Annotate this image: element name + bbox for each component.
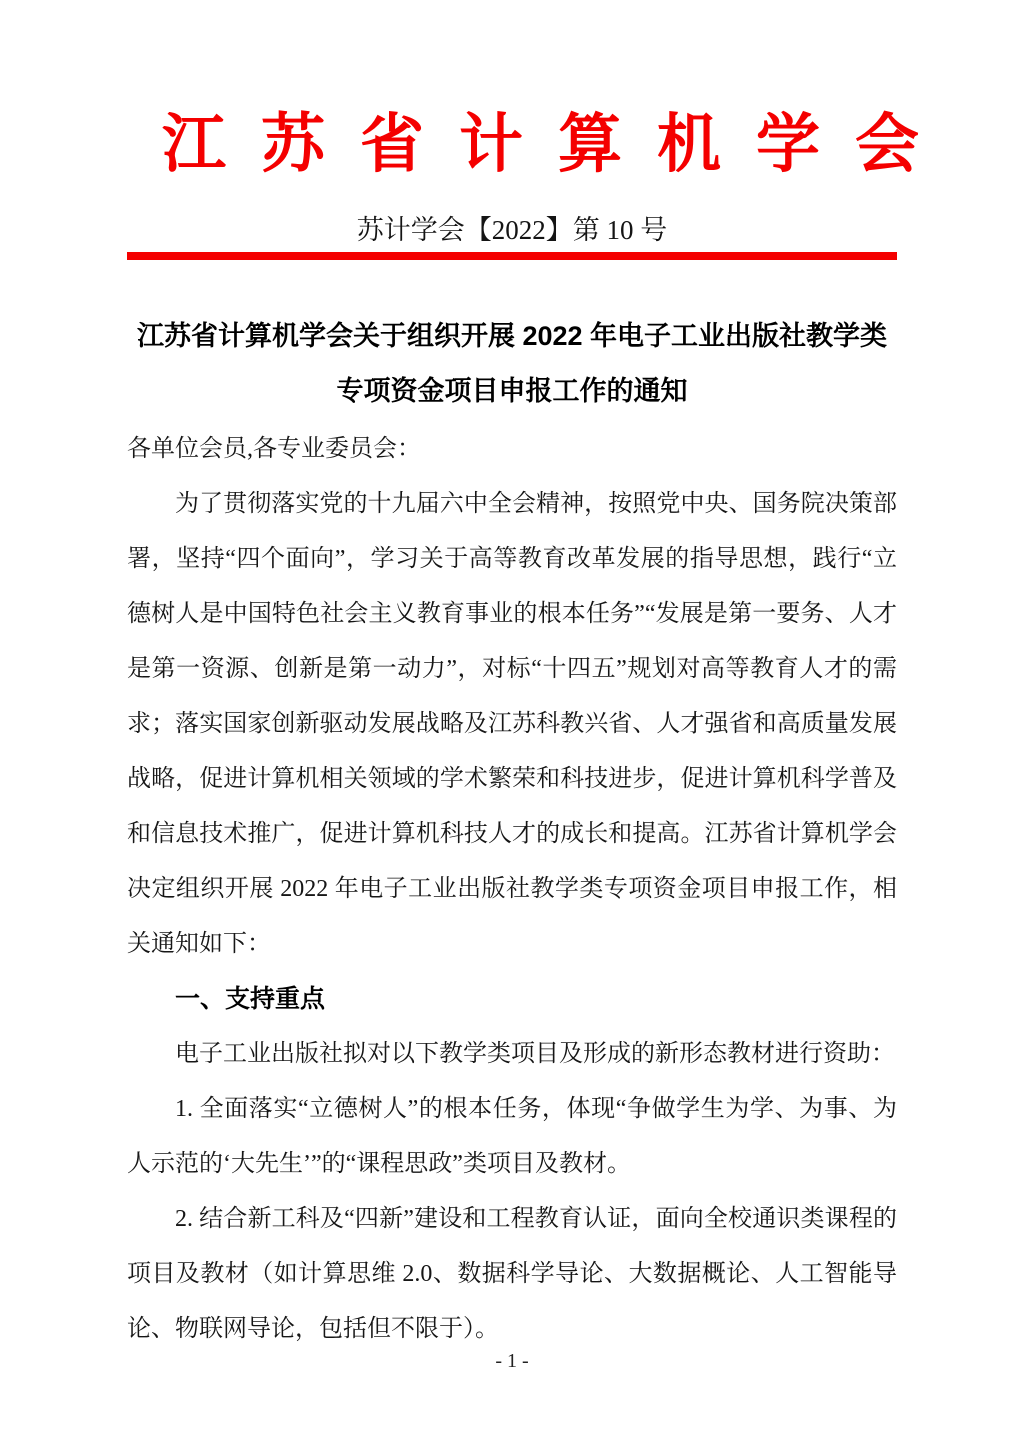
document-body: [127, 422, 897, 1357]
page-number: - 1 -: [495, 1350, 529, 1372]
section1-intro: 电子工业出版社拟对以下教学类项目及形成的新形态教材进行资助：: [175, 1041, 895, 1067]
letterhead-org-name: 江苏省计算机学会: [162, 109, 954, 180]
document-title: [95, 309, 929, 419]
paragraph-intro: 为了贯彻落实党的十九届六中全会精神，按照党中央、国务院决策部署，坚持“四个面向”，学习关于高等教育改革发展的指导思想，践行“立德树人是中国特色社会主义教育事业的根本任务”“发展是第一要务、人才是第一资源、创新是第一动力”，对标“十四五”规划对高等教育人才的需求；落实国家创新驱动发展战略及江苏科教兴省、人才强省和高质量发展战略，促进计算机相关领域的学术繁荣和科技进步，促进计算机科学普及和信息技术推广，促进计算机科技人才的成长和提高。江苏省计算机学会决定组织开展 2022 年电子工业出版社教学类专项资金项目申报工作，相关通知如下：: [127, 491, 897, 957]
section1-item2: 2. 结合新工科及“四新”建设和工程教育认证，面向全校通识类课程的项目及教材（如计算思维 2.0、数据科学导论、大数据概论、人工智能导论、物联网导论，包括但不限于）。: [127, 1206, 897, 1342]
letterhead-red-rule: [127, 252, 897, 260]
document-content: [127, 0, 954, 1373]
document-title-line1: 江苏省计算机学会关于组织开展 2022 年电子工业出版社教学类: [136, 321, 888, 351]
document-title-line2: 专项资金项目申报工作的通知: [336, 376, 688, 406]
section1-heading: 一、支持重点: [175, 985, 326, 1013]
letterhead-doc-number: 苏计学会【2022】第 10 号: [356, 215, 668, 245]
section1-item1: 1. 全面落实“立德树人”的根本任务，体现“争做学生为学、为事、为人示范的‘大先生’”的“课程思政”类项目及教材。: [127, 1096, 897, 1177]
salutation: 各单位会员,各专业委员会：: [127, 436, 421, 462]
